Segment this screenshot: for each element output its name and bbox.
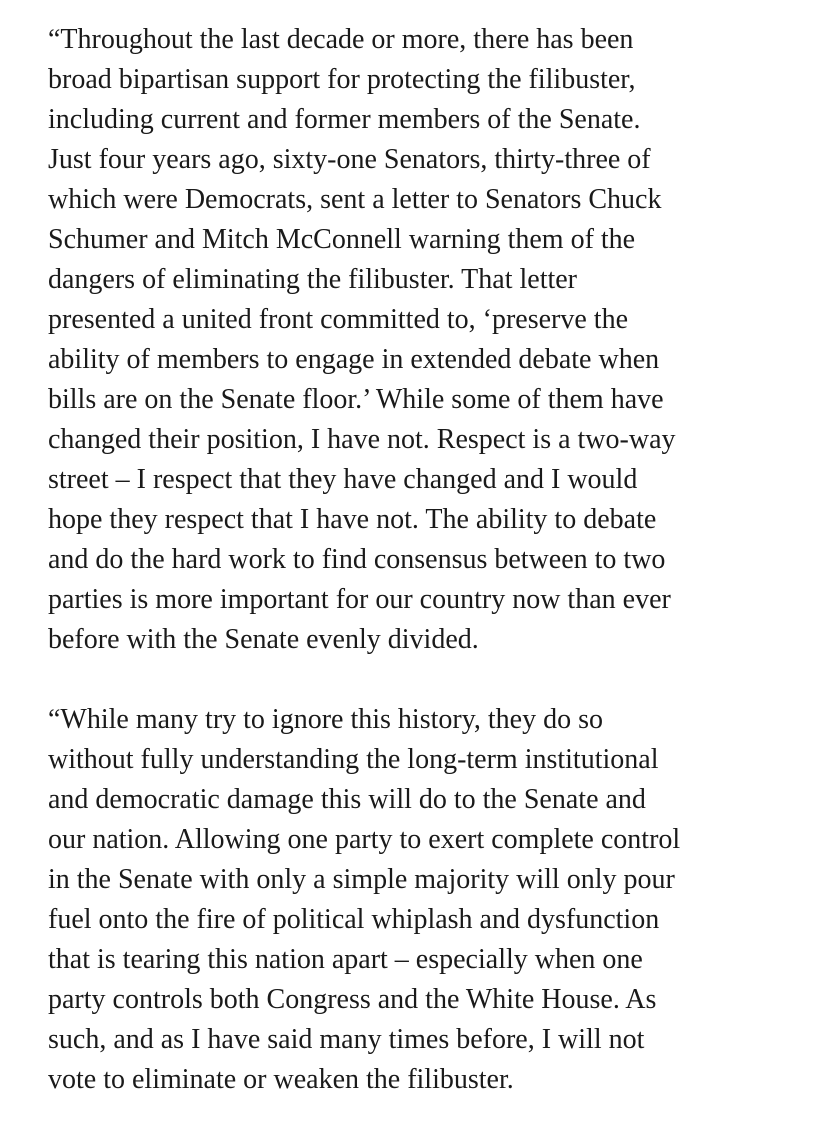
paragraph-line: street – I respect that they have changed and I would [48,464,638,495]
paragraph-line: and do the hard work to find consensus between to two [48,544,666,575]
paragraph-line: and democratic damage this will do to the Senate and [48,784,646,815]
paragraph-line: “While many try to ignore this history, they do so [48,704,603,735]
paragraph-line: including current and former members of the Senate. [48,104,641,135]
paragraph-line: vote to eliminate or weaken the filibuster. [48,1064,514,1095]
paragraph-line: before with the Senate evenly divided. [48,624,479,655]
paragraph-line: such, and as I have said many times before, I will not [48,1024,645,1055]
statement-paragraph-2 [48,700,808,1100]
paragraph-line: hope they respect that I have not. The ability to debate [48,504,657,535]
paragraph-line: in the Senate with only a simple majority will only pour [48,864,675,895]
paragraph-line: that is tearing this nation apart – especially when one [48,944,643,975]
paragraph-line: parties is more important for our country now than ever [48,584,671,615]
statement-paragraph-1 [48,20,808,660]
paragraph-line: Schumer and Mitch McConnell warning them of the [48,224,636,255]
paragraph-line: “Throughout the last decade or more, there has been [48,24,634,55]
paragraph-line: party controls both Congress and the White House. As [48,984,657,1015]
paragraph-line: ability of members to engage in extended debate when [48,344,660,375]
paragraph-line: our nation. Allowing one party to exert complete control [48,824,681,855]
paragraph-line: Just four years ago, sixty-one Senators, thirty-three of [48,144,651,175]
paragraph-line: dangers of eliminating the filibuster. That letter [48,264,578,295]
paragraph-line: broad bipartisan support for protecting the filibuster, [48,64,636,95]
paragraph-line: bills are on the Senate floor.’ While some of them have [48,384,664,415]
paragraph-line: which were Democrats, sent a letter to Senators Chuck [48,184,662,215]
paragraph-line: presented a united front committed to, ‘preserve the [48,304,629,335]
paragraph-line: without fully understanding the long-term institutional [48,744,659,775]
paragraph-line: fuel onto the fire of political whiplash and dysfunction [48,904,660,935]
paragraph-line: changed their position, I have not. Respect is a two-way [48,424,676,455]
